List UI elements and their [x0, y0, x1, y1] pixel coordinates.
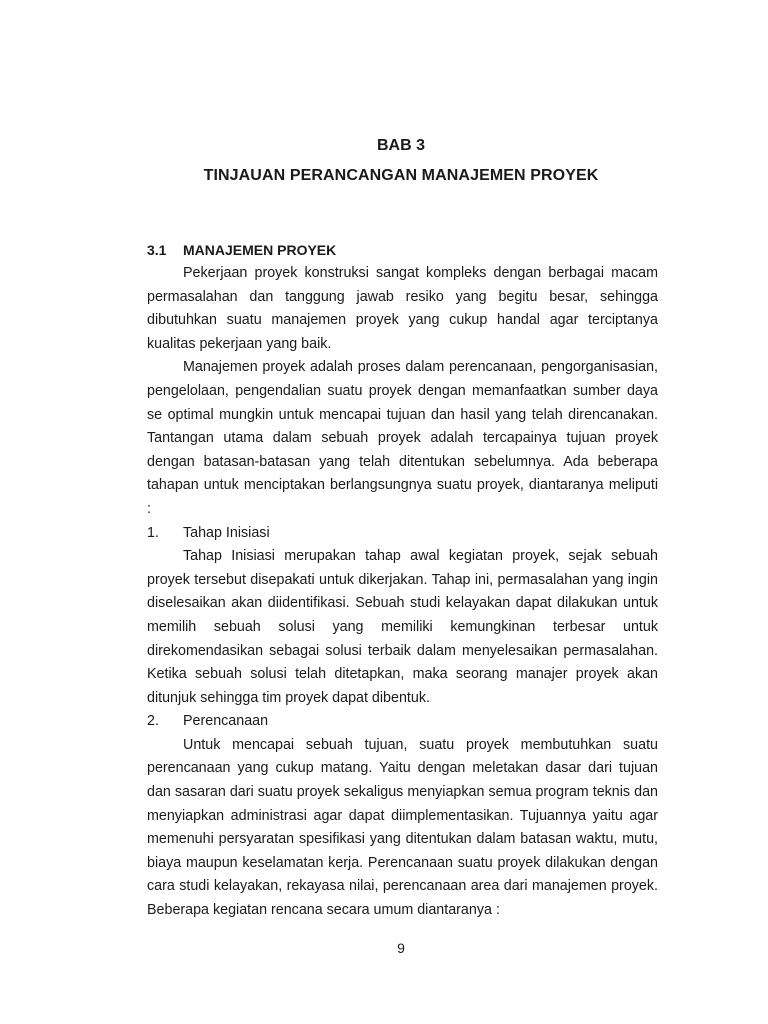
section-title: MANAJEMEN PROYEK: [183, 242, 337, 258]
list-item-heading: [147, 522, 658, 546]
list-item-number: 2.: [147, 713, 159, 730]
paragraph-definition: Manajemen proyek adalah proses dalam perencanaan, pengorganisasian, pengelolaan, pengendalian suatu proyek dengan memanfaatkan sumber daya se optimal mungkin untuk mencapai tujuan dan hasil yang telah direncanakan. Tantangan utama dalam sebuah proyek adalah tercapainya tujuan proyek dengan batasan-batasan yang telah ditentukan sebelumnya. Ada beberapa tahapan untuk menciptakan berlangsungnya suatu proyek, diantaranya meliputi :: [147, 359, 658, 517]
list-item-title: Perencanaan: [183, 713, 269, 730]
chapter-title: TINJAUAN PERANCANGAN MANAJEMEN PROYEK: [203, 167, 599, 184]
section-number: 3.1: [147, 242, 167, 258]
paragraph-intro: Pekerjaan proyek konstruksi sangat kompleks dengan berbagai macam permasalahan dan tanggung jawab resiko yang begitu besar, sehingga dibutuhkan suatu manajemen proyek yang cukup handal agar terciptanya kualitas pekerjaan yang baik.: [147, 265, 658, 352]
chapter-label: BAB 3: [376, 137, 425, 154]
page-number: 9: [397, 940, 405, 956]
list-item-heading: [147, 710, 658, 734]
list-item-title: Tahap Inisiasi: [183, 524, 270, 541]
section-heading: [147, 240, 336, 260]
body-text: [147, 262, 658, 923]
list-item-number: 1.: [147, 524, 159, 541]
list-item-paragraph: Untuk mencapai sebuah tujuan, suatu proyek membutuhkan suatu perencanaan yang cukup matang. Yaitu dengan meletakan dasar dari tujuan dan sasaran dari suatu proyek sekaligus menyiapkan semua program teknis dan menyiapkan administrasi agar dapat diimplementasikan. Tujuannya yaitu agar memenuhi persyaratan spesifikasi yang ditentukan dalam batasan waktu, mutu, biaya maupun keselamatan kerja. Perencanaan suatu proyek dilakukan dengan cara studi kelayakan, rekayasa nilai, perencanaan area dari manajemen proyek. Beberapa kegiatan rencana secara umum diantaranya :: [147, 736, 658, 919]
list-item-paragraph: Tahap Inisiasi merupakan tahap awal kegiatan proyek, sejak sebuah proyek tersebut disepakati untuk dikerjakan. Tahap ini, permasalahan yang ingin diselesaikan akan diidentifikasi. Sebuah studi kelayakan dapat dilakukan untuk memilih sebuah solusi yang memiliki kemungkinan terbesar untuk direkomendasikan sebagai solusi terbaik dalam menyelesaikan permasalahan. Ketika sebuah solusi telah ditetapkan, maka seorang manajer proyek akan ditunjuk sehingga tim proyek dapat dibentuk.: [147, 548, 658, 706]
